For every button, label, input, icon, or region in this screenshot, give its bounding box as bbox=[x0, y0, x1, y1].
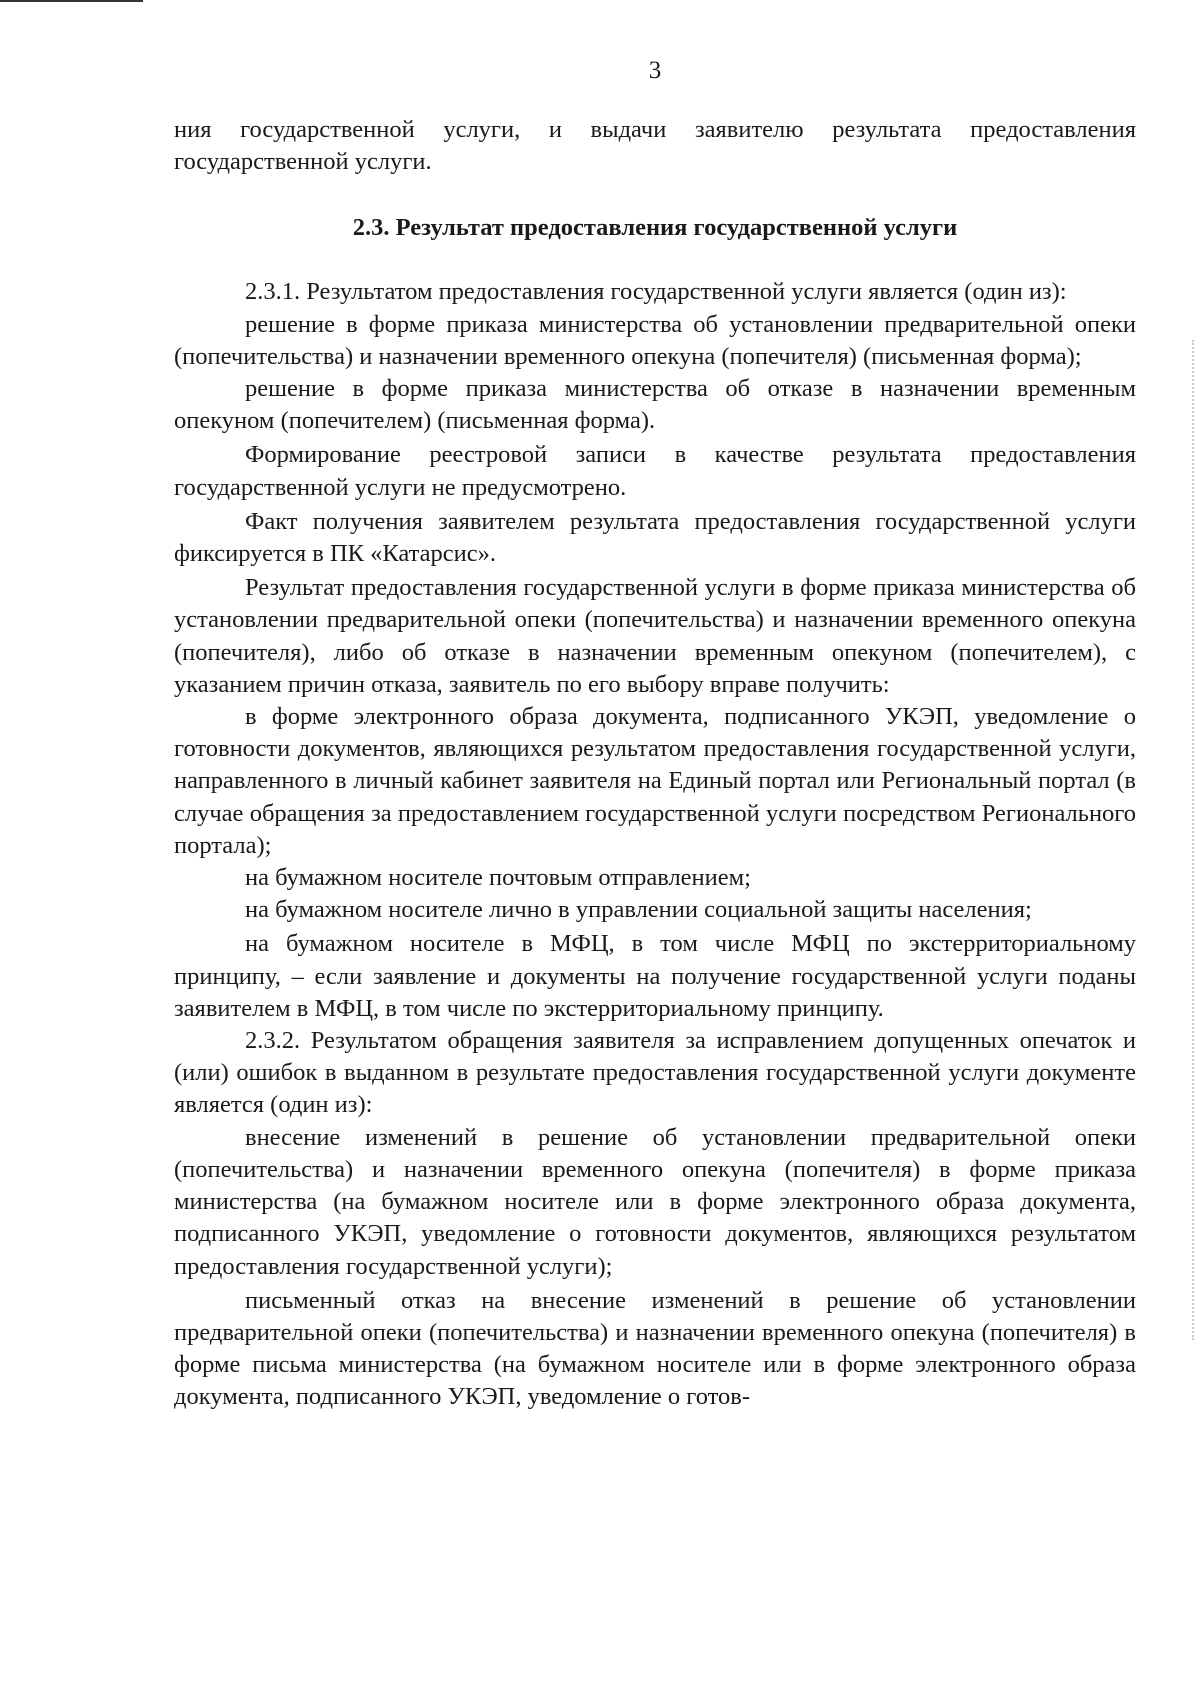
paragraph-receipt-fact: Факт получения заявителем результата предоставления государственной услуги фиксируется в ПК «Катарсис». bbox=[174, 507, 1136, 568]
page-number: 3 bbox=[648, 57, 662, 84]
paragraph-result-options: Результат предоставления государственной услуги в форме приказа министерства об установлении предварительной опеки (попечительства) и назначении временного опекуна (попечителя), либо об отказе в назначении временным опекуном (попечителем), с указанием причин отказа, заявитель по его выбору вправе получить: bbox=[174, 574, 1136, 698]
paragraph-2-3-1: 2.3.1. Результатом предоставления государственной услуги является (один из): bbox=[245, 278, 1067, 306]
paragraph-decision-refusal: решение в форме приказа министерства об отказе в назначении временным опекуном (попечителем) (письменная форма). bbox=[174, 375, 1136, 435]
scan-margin-noise bbox=[1192, 340, 1194, 1340]
paragraph-postal: на бумажном носителе почтовым отправлением; bbox=[245, 864, 751, 892]
document-body bbox=[174, 114, 1136, 1414]
section-heading: 2.3. Результат предоставления государственной услуги bbox=[352, 214, 958, 242]
paragraph-mfc: на бумажном носителе в МФЦ, в том числе МФЦ по экстерриториальному принципу, – если заявление и документы на получение государственной услуги поданы заявителем в МФЦ, в том числе по экстерриториальному принципу. bbox=[174, 930, 1136, 1022]
scan-edge-line bbox=[0, 0, 143, 2]
paragraph-in-person: на бумажном носителе лично в управлении социальной защиты населения; bbox=[245, 896, 1032, 924]
paragraph-continuation: ния государственной услуги, и выдачи заявителю результата предоставления государственной услуги. bbox=[174, 116, 1136, 176]
paragraph-decision-appointment: решение в форме приказа министерства об установлении предварительной опеки (попечительства) и назначении временного опекуна (попечителя) (письменная форма); bbox=[174, 310, 1136, 370]
paragraph-registry-record: Формирование реестровой записи в качестве результата предоставления государственной услуги не предусмотрено. bbox=[174, 441, 1136, 501]
paragraph-electronic-form: в форме электронного образа документа, подписанного УКЭП, уведомление о готовности документов, являющихся результатом предоставления государственной услуги, направленного в личный кабинет заявителя на Единый портал или Региональный портал (в случае обращения за предоставлением государственной услуги посредством Регионального портала); bbox=[174, 703, 1136, 859]
paragraph-2-3-2: 2.3.2. Результатом обращения заявителя за исправлением допущенных опечаток и (или) ошибок в выданном в результате предоставления государственной услуги документе является (один из): bbox=[174, 1027, 1136, 1119]
paragraph-amendment: внесение изменений в решение об установлении предварительной опеки (попечительства) и назначении временного опекуна (попечителя) в форме приказа министерства (на бумажном носителе или в форме электронного образа документа, подписанного УКЭП, уведомление о готовности документов, являющихся результатом предоставления государственной услуги); bbox=[174, 1123, 1136, 1280]
paragraph-written-refusal: письменный отказ на внесение изменений в решение об установлении предварительной опеки (попечительства) и назначении временного опекуна (попечителя) в форме письма министерства (на бумажном носителе или в форме электронного образа документа, подписанного УКЭП, уведомление о готов- bbox=[174, 1286, 1136, 1411]
